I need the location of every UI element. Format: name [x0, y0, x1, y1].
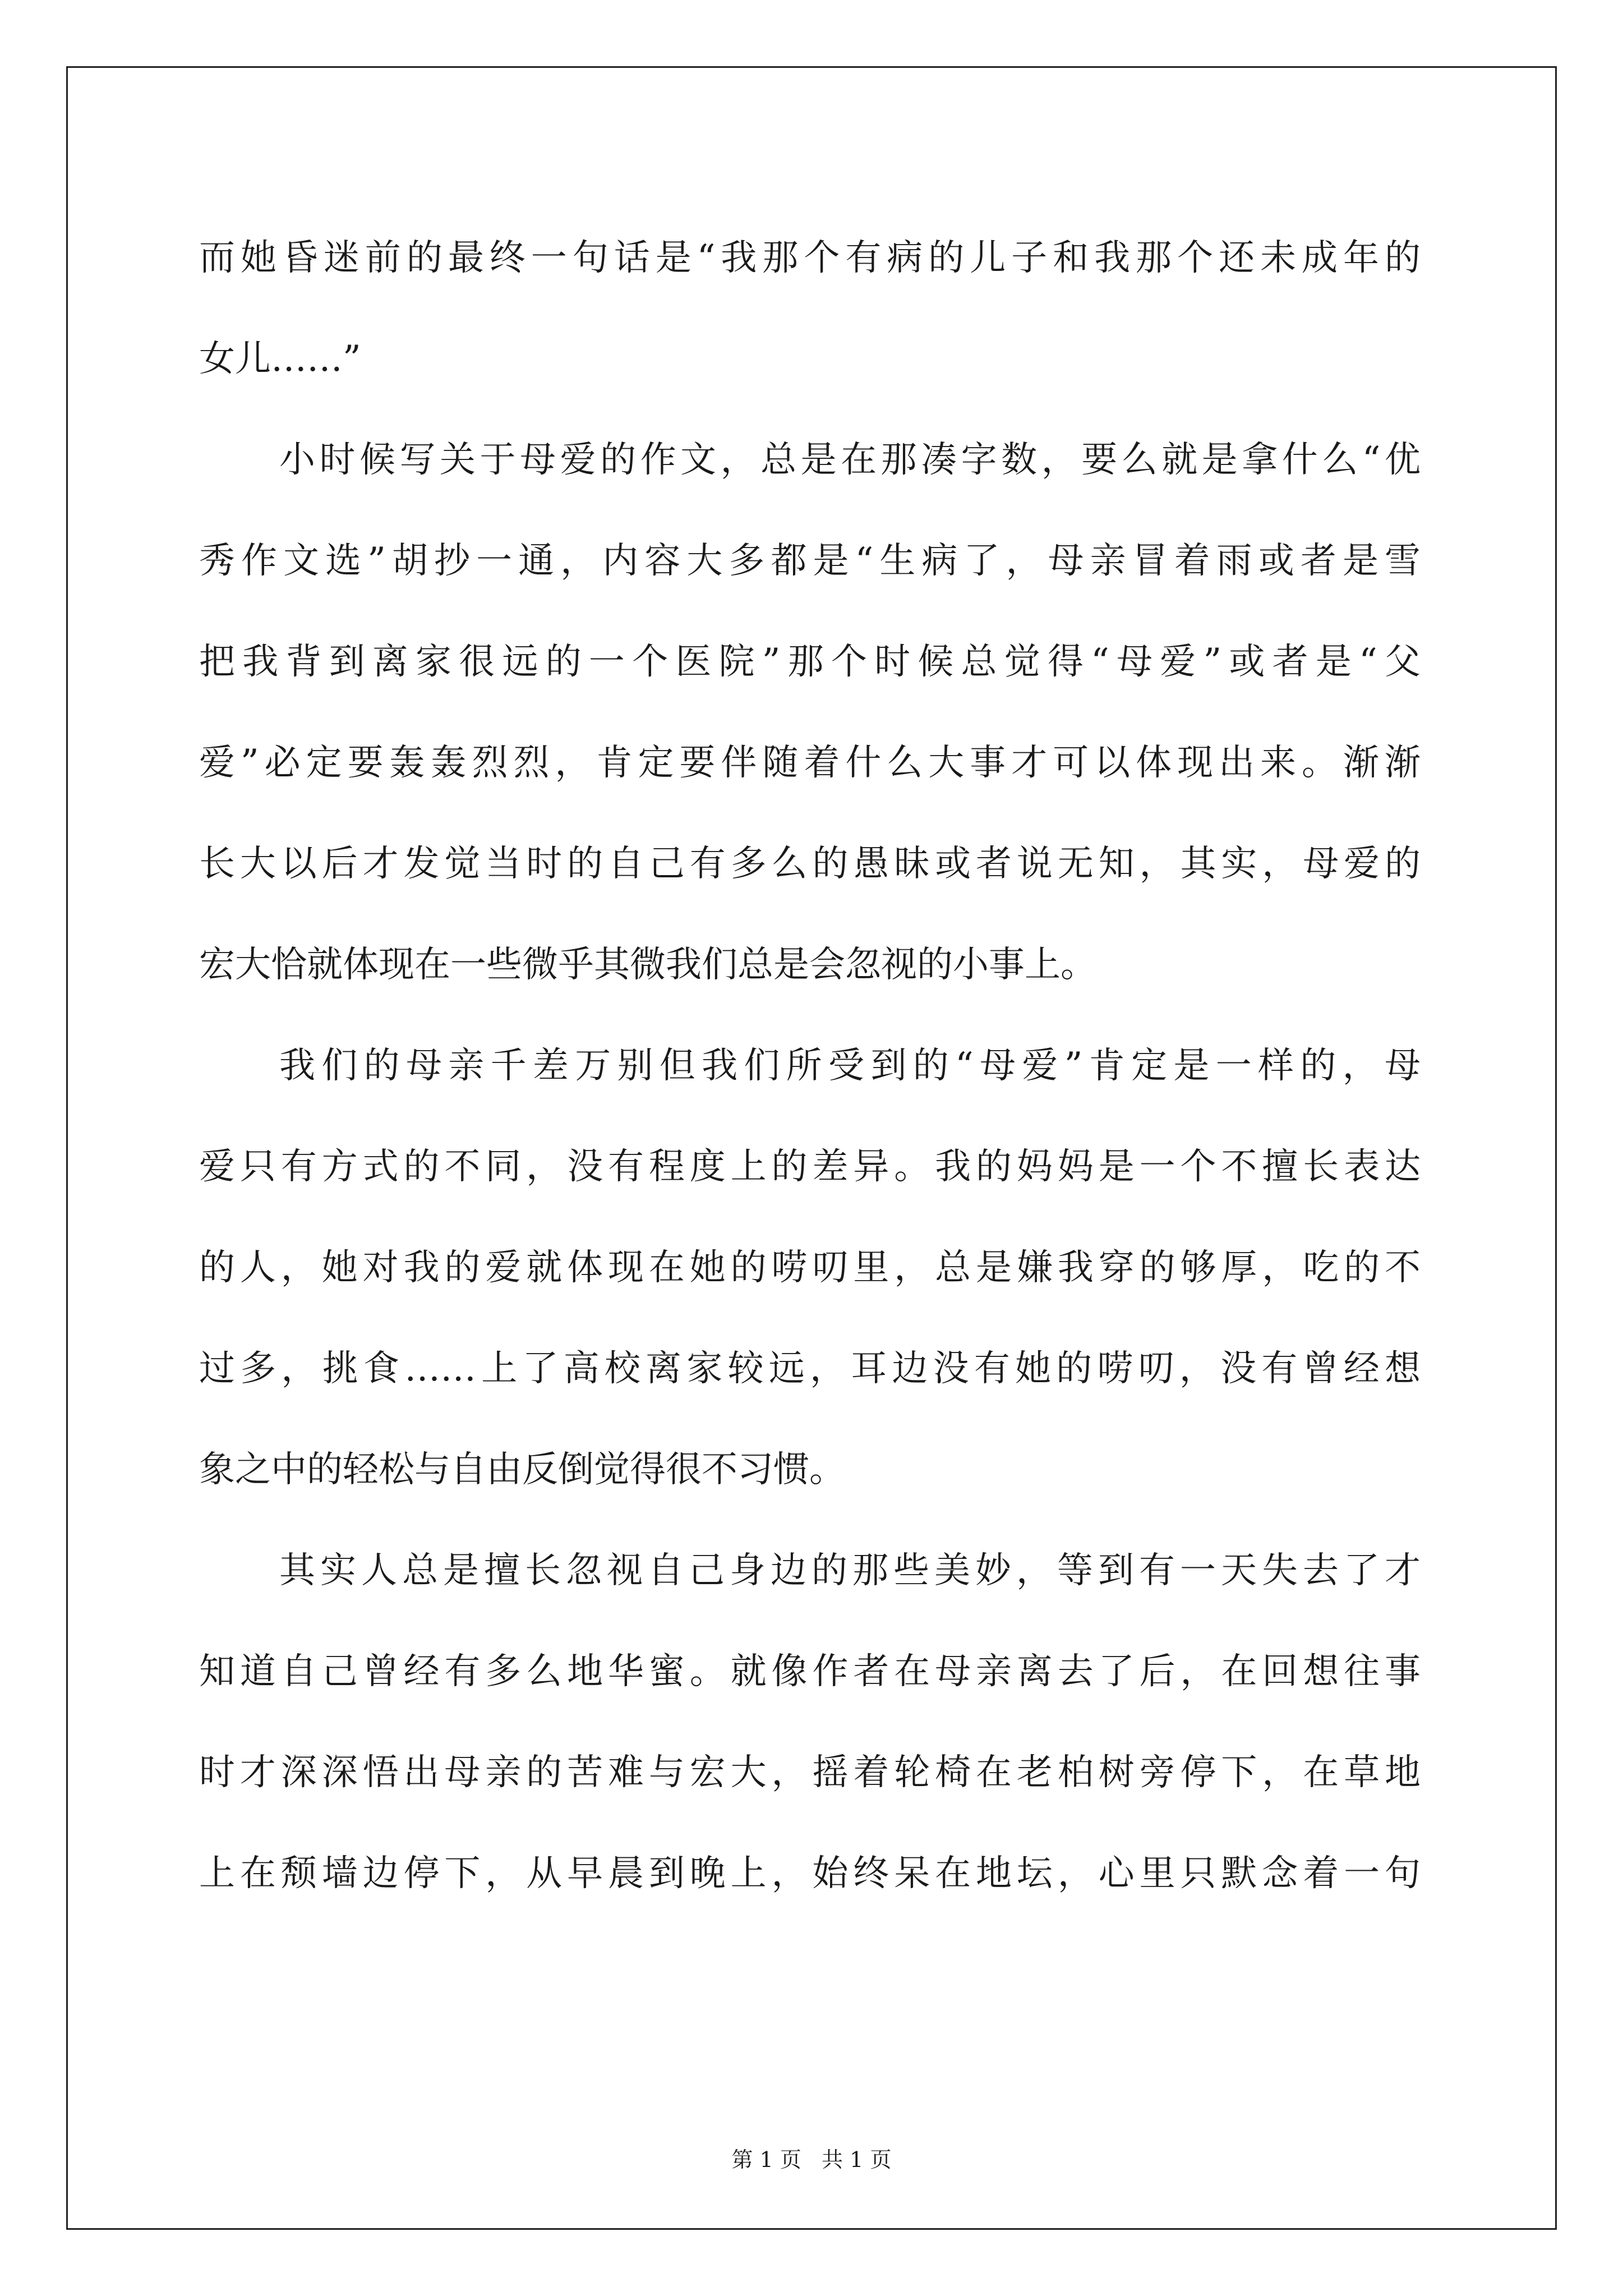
- text-line: 爱只有方式的不同，没有程度上的差异。我的妈妈是一个不擅长表达: [199, 1146, 1421, 1188]
- text-line: 过多，挑食……上了高校离家较远，耳边没有她的唠叨，没有曾经想: [199, 1348, 1421, 1389]
- text-line: 的人，她对我的爱就体现在她的唠叨里，总是嫌我穿的够厚，吃的不: [199, 1247, 1421, 1289]
- text-line: 小时候写关于母爱的作文，总是在那凑字数，要么就是拿什么“优: [279, 439, 1421, 481]
- text-line: 宏大恰就体现在一些微乎其微我们总是会忽视的小事上。: [199, 944, 1096, 986]
- paragraph-4: [199, 1520, 1421, 1924]
- text-line: 我们的母亲千差万别但我们所受到的“母爱”肯定是一样的，母: [279, 1045, 1421, 1087]
- text-line: 爱”必定要轰轰烈烈，肯定要伴随着什么大事才可以体现出来。渐渐: [199, 742, 1421, 784]
- text-line: 时才深深悟出母亲的苦难与宏大，摇着轮椅在老柏树旁停下，在草地: [199, 1752, 1421, 1793]
- text-line: 象之中的轻松与自由反倒觉得很不习惯。: [199, 1449, 845, 1490]
- text-line: 知道自己曾经有多么地华蜜。就像作者在母亲离去了后，在回想往事: [199, 1651, 1421, 1692]
- page-number-footer: 第 1 页 共 1 页: [731, 2147, 892, 2172]
- text-line: 上在颓墙边停下，从早晨到晚上，始终呆在地坛，心里只默念着一句: [199, 1853, 1421, 1894]
- text-line: 女儿……”: [199, 338, 361, 380]
- text-line: 其实人总是擅长忽视自己身边的那些美妙，等到有一天失去了才: [279, 1550, 1421, 1591]
- paragraph-3: [199, 1015, 1421, 1520]
- text-line: 而她昏迷前的最终一句话是“我那个有病的儿子和我那个还未成年的: [199, 237, 1421, 279]
- text-line: 秀作文选”胡抄一通，内容大多都是“生病了，母亲冒着雨或者是雪: [199, 540, 1421, 582]
- document-body: [199, 208, 1421, 1924]
- text-line: 长大以后才发觉当时的自己有多么的愚昧或者说无知，其实，母爱的: [199, 843, 1421, 885]
- paragraph-2: [199, 409, 1421, 1015]
- paragraph-1: [199, 208, 1421, 409]
- text-line: 把我背到离家很远的一个医院”那个时候总觉得“母爱”或者是“父: [199, 641, 1421, 683]
